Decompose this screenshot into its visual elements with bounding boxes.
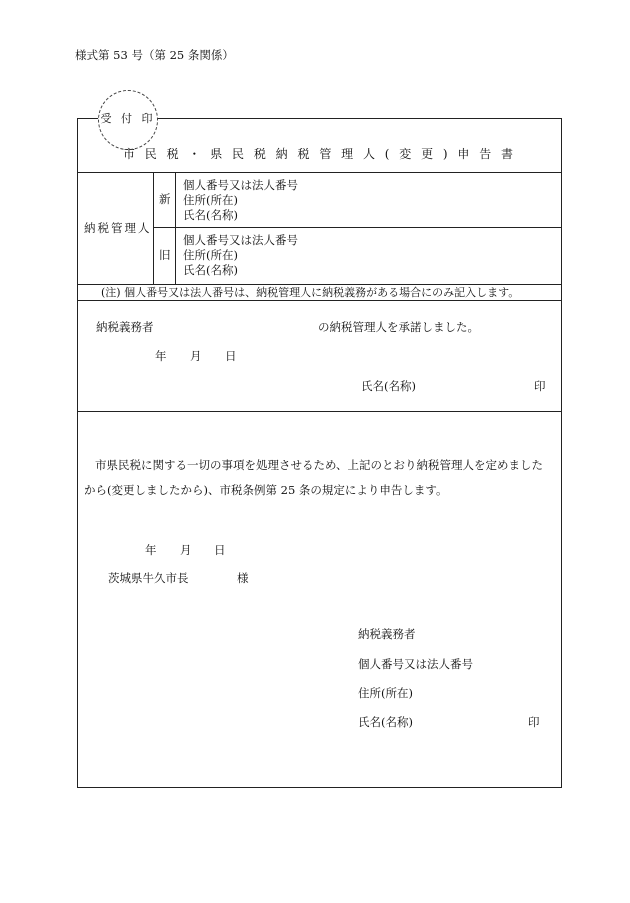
declaration-name-label: 氏名(名称) <box>358 715 413 729</box>
new-id-field[interactable]: 個人番号又は法人番号 <box>183 178 298 192</box>
consent-name-label: 氏名(名称) <box>361 379 416 393</box>
consent-taxpayer-label: 納税義務者 <box>96 320 154 334</box>
new-address-field[interactable]: 住所(所在) <box>183 193 238 207</box>
consent-seal: 印 <box>534 379 546 393</box>
declaration-line-2: から(変更しましたから)、市税条例第 25 条の規定により申告します。 <box>84 483 448 497</box>
label-column-divider <box>153 172 154 284</box>
note-text: (注) 個人番号又は法人番号は、納税管理人に納税義務がある場合にのみ記入します。 <box>101 286 520 299</box>
old-name-field[interactable]: 氏名(名称) <box>183 263 238 277</box>
title-divider <box>77 172 562 173</box>
manager-label: 納税管理人 <box>84 221 152 235</box>
form-number: 様式第 53 号（第 25 条関係） <box>75 48 234 62</box>
receipt-stamp-label: 受 付 印 <box>100 112 156 125</box>
addressee-honorific: 様 <box>237 571 249 585</box>
addressee: 茨城県牛久市長 <box>108 571 189 585</box>
new-old-divider <box>153 227 562 228</box>
declaration-line-1: 市県民税に関する一切の事項を処理させるため、上記のとおり納税管理人を定めました <box>95 458 544 472</box>
declaration-month: 月 <box>180 543 192 557</box>
declaration-taxpayer-label: 納税義務者 <box>358 627 416 641</box>
new-label: 新 <box>159 192 171 206</box>
consent-bottom-divider <box>77 411 562 412</box>
new-name-field[interactable]: 氏名(名称) <box>183 208 238 222</box>
consent-text: の納税管理人を承諾しました。 <box>318 320 479 334</box>
declaration-seal: 印 <box>528 715 540 729</box>
old-address-field[interactable]: 住所(所在) <box>183 248 238 262</box>
consent-month: 月 <box>190 349 202 363</box>
declaration-address-label: 住所(所在) <box>358 686 413 700</box>
declaration-year: 年 <box>145 543 157 557</box>
declaration-day: 日 <box>214 543 226 557</box>
declaration-id-label: 個人番号又は法人番号 <box>358 657 473 671</box>
form-frame <box>77 118 562 788</box>
old-id-field[interactable]: 個人番号又は法人番号 <box>183 233 298 247</box>
form-title: 市 民 税 ・ 県 民 税 納 税 管 理 人 ( 変 更 ) 申 告 書 <box>122 147 517 161</box>
old-label: 旧 <box>159 248 171 262</box>
new-old-column-divider <box>175 172 176 284</box>
receipt-stamp-circle <box>98 90 158 150</box>
note-bottom-divider <box>77 300 562 301</box>
consent-year: 年 <box>155 349 167 363</box>
consent-day: 日 <box>225 349 237 363</box>
manager-bottom-divider <box>77 284 562 285</box>
